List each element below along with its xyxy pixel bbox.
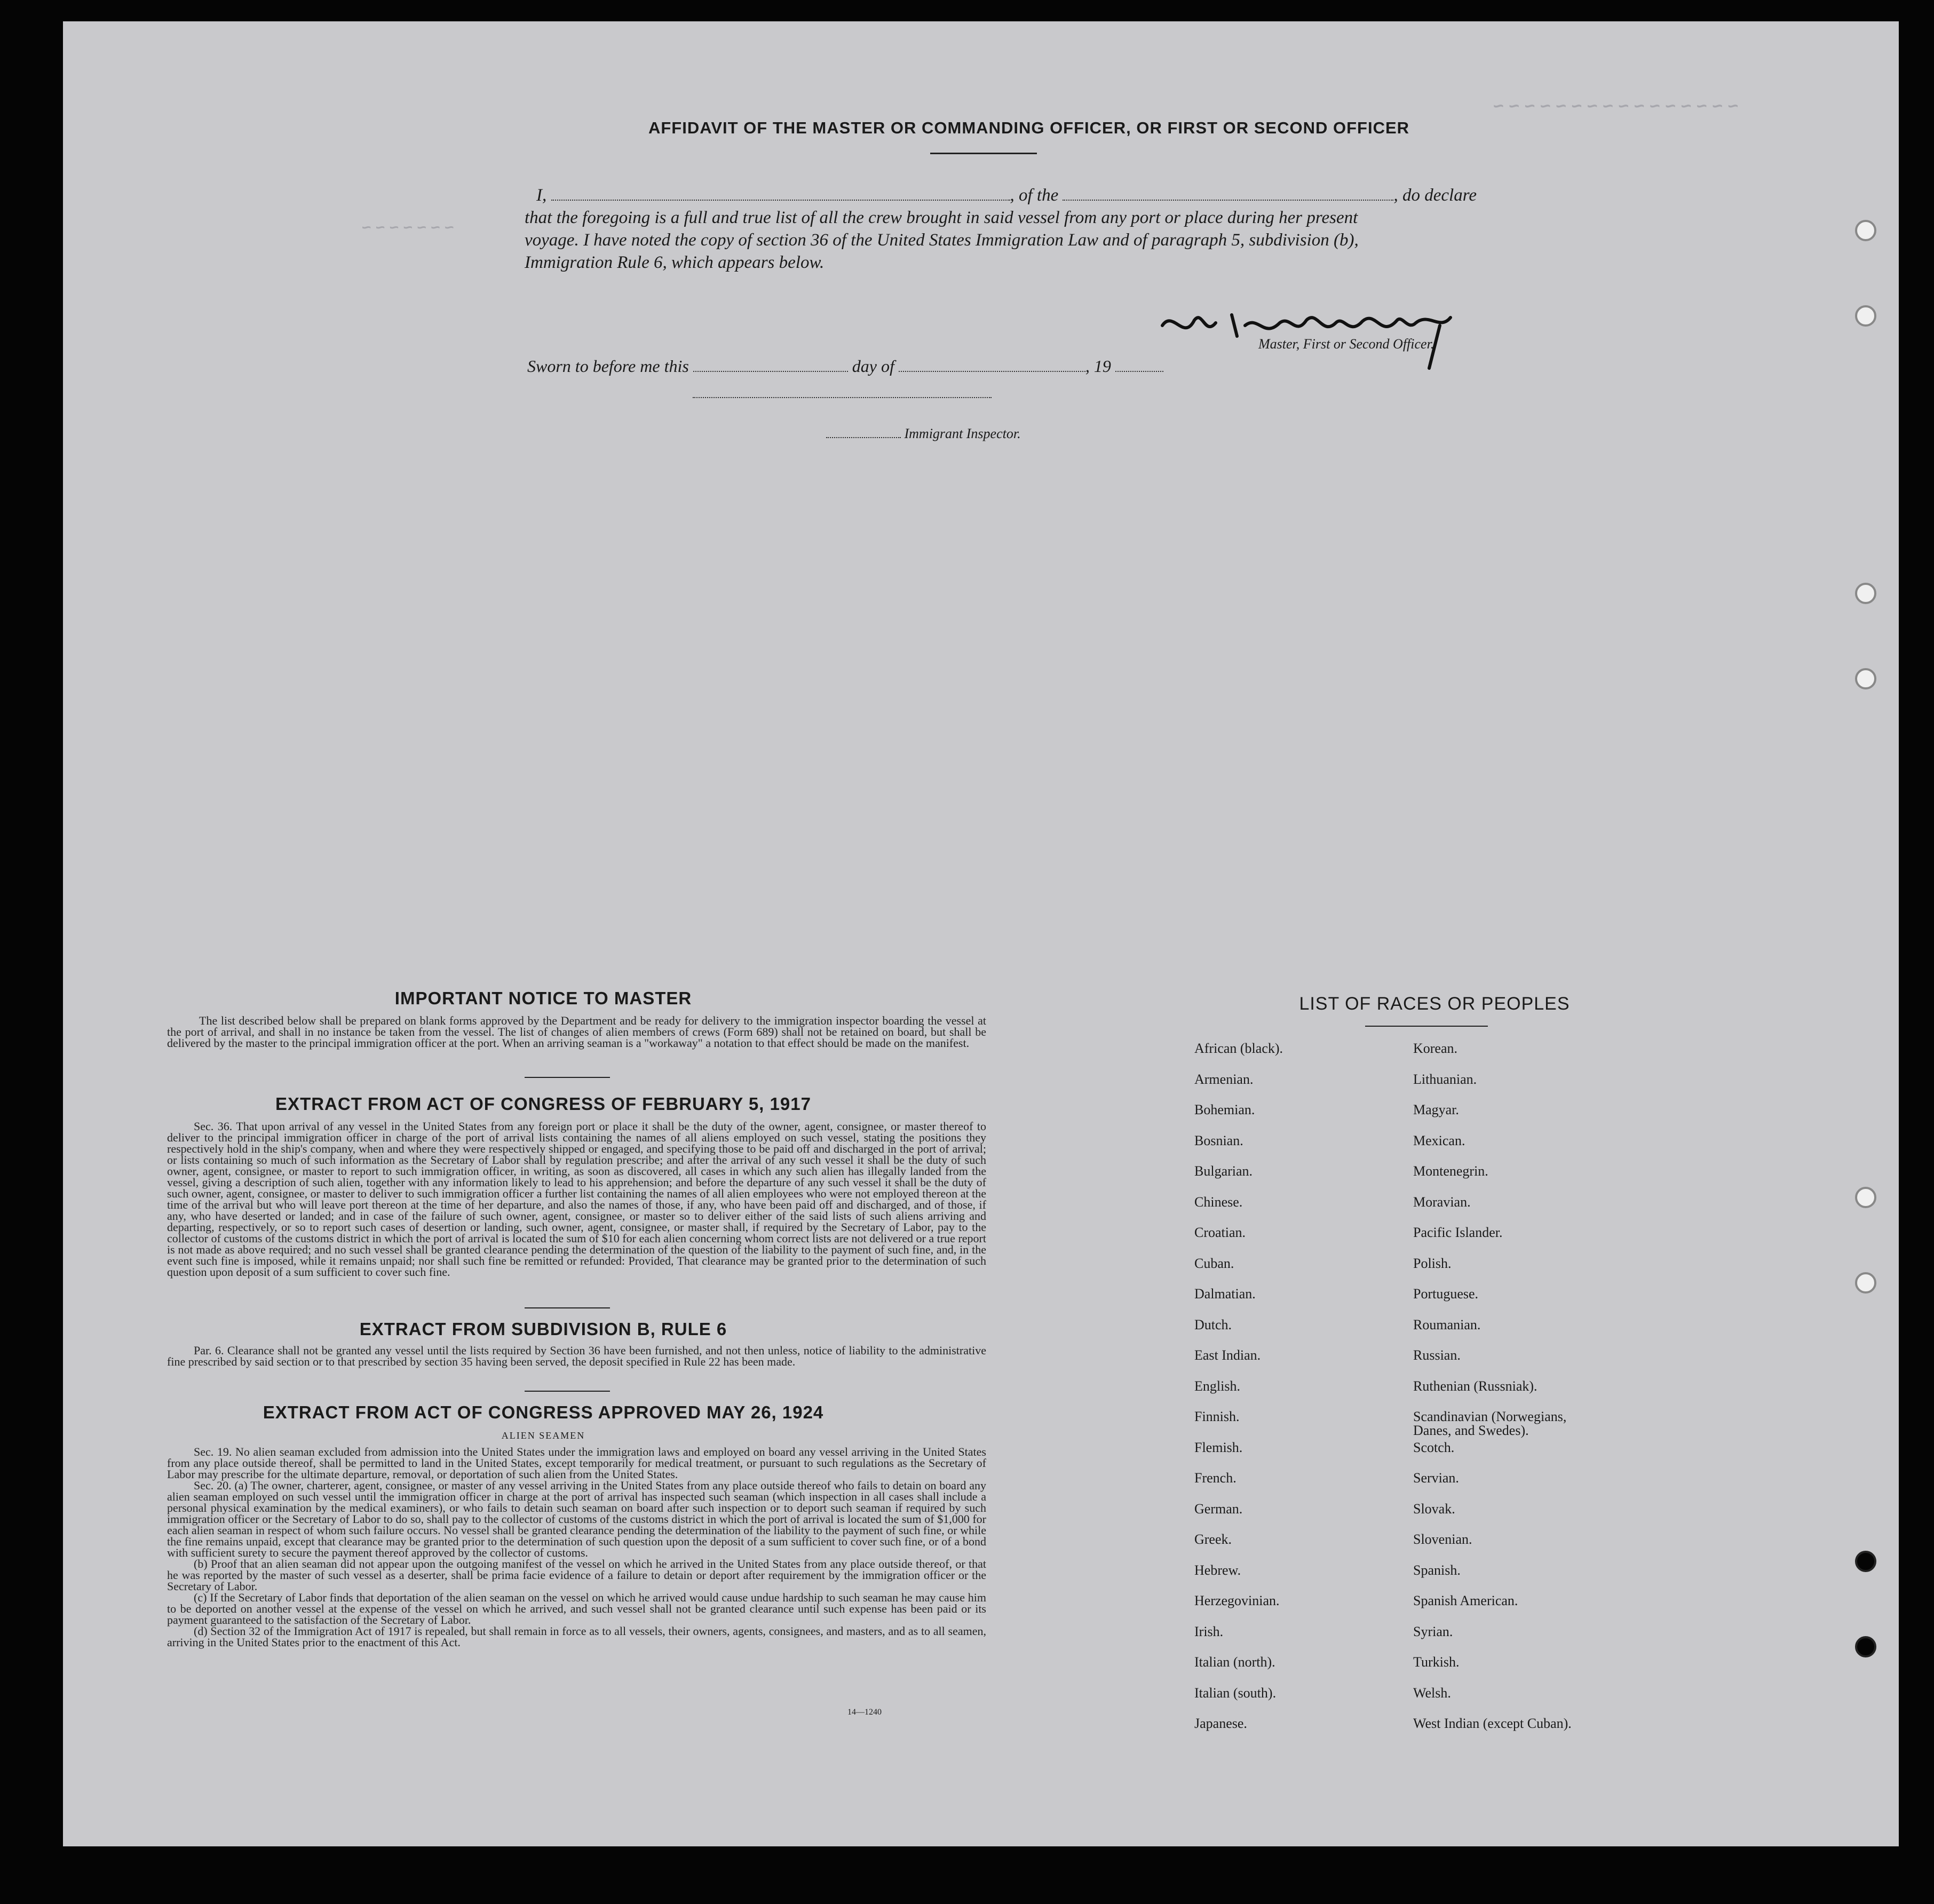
inspector-blank (826, 434, 901, 438)
race-item: Syrian. (1413, 1623, 1453, 1639)
race-item: Italian (south). (1194, 1685, 1277, 1701)
race-item: Hebrew. (1194, 1562, 1241, 1578)
divider (525, 1307, 610, 1308)
sworn-line (527, 356, 1163, 376)
punch-hole-icon (1855, 1272, 1876, 1294)
race-item: Bohemian. (1194, 1102, 1255, 1117)
race-item: Pacific Islander. (1413, 1225, 1503, 1240)
punch-hole-icon (1855, 1551, 1876, 1572)
signature (1152, 293, 1525, 374)
race-item: Polish. (1413, 1255, 1452, 1271)
race-item: West Indian (except Cuban). (1413, 1716, 1572, 1731)
race-item: Slovenian. (1413, 1532, 1472, 1547)
race-item: African (black). (1194, 1041, 1283, 1056)
punch-hole-icon (1855, 1636, 1876, 1657)
race-item: Magyar. (1413, 1102, 1459, 1117)
race-item: Ruthenian (Russniak). (1413, 1378, 1537, 1394)
race-item: Herzegovinian. (1194, 1593, 1280, 1608)
signature-caption: Master, First or Second Officer. (1258, 336, 1434, 352)
paragraph: Sec. 19. No alien seaman excluded from admission into the United States under the immigration laws and employed on board any vessel arriving in the United States from any place outside thereof, shall be permitted to land in the United States, except temporarily for medical treatment, or pursuant to such regulations as the Secretary of Labor may prescribe for the ultimate departure, removal, or deportation of such alien from the United States. (167, 1445, 986, 1481)
year-prefix: , 19 (1085, 356, 1111, 376)
race-item: Dutch. (1194, 1316, 1232, 1332)
punch-hole-icon (1855, 305, 1876, 327)
race-item: Roumanian. (1413, 1316, 1481, 1332)
punch-hole-icon (1855, 1187, 1876, 1208)
punch-hole-icon (1855, 668, 1876, 689)
notice-body: The list described below shall be prepared on blank forms approved by the Department and be ready for delivery to the immigration inspector boarding the vessel at the port of arrival, and shall in no instance be taken from the vessel. The list of changes of alien members of crews (Form 689) shall not be retained on board, but shall be delivered by the master to the principal immigration officer at the port. When an arriving seaman is a "workaway" a notation to that effect should be made on the manifest. (167, 1014, 986, 1050)
extract-1924-body (167, 1446, 986, 1648)
year-blank (1115, 368, 1163, 372)
race-item: East Indian. (1194, 1347, 1261, 1363)
paragraph: Sec. 20. (a) The owner, charterer, agent, consignee, or master of any vessel arriving in the United States from any place outside thereof who fails to detain on board any alien seaman employed on such vessel until the immigration officer in charge at the port of arrival has inspected such seaman (which inspection in all cases shall include a personal physical examination by the medical examiners), or who fails to detain such seaman on board after such inspection or to deport such seaman if required by such immigration officer or the Secretary of Labor to do so, shall pay to the collector of customs of the customs district in which the port of arrival is located the sum of $1,000 for each alien seaman in respect of whom such failure occurs. No vessel shall be granted clearance pending the determination of the liability to the payment of such fine, or while the fine remains unpaid, except that clearance may be granted prior to the determination of such question upon the deposit of a sum sufficient to cover such fine, or of a bond with sufficient surety to secure the payment thereof approved by the collector of customs. (167, 1479, 986, 1559)
affidavit-line-1 (525, 186, 1571, 205)
title-divider (930, 153, 1037, 154)
race-item: Lithuanian. (1413, 1071, 1477, 1087)
affidavit-line-4: Immigration Rule 6, which appears below. (525, 253, 825, 272)
race-item: Bulgarian. (1194, 1163, 1253, 1179)
race-item: Finnish. (1194, 1409, 1240, 1424)
race-item: Croatian. (1194, 1225, 1246, 1240)
rule6-body: Par. 6. Clearance shall not be granted any vessel until the lists required by Section 36 have been furnished, and not then unless, notice of liability to the administrative fine prescribed by said section or to that prescribed by section 35 having been served, the deposit specified in Rule 22 has been made. (167, 1344, 986, 1368)
race-item: French. (1194, 1470, 1237, 1486)
paragraph: (b) Proof that an alien seaman did not appear upon the outgoing manifest of the vessel on which he arrived in the United States from any place outside thereof, or that he was reported by the master of such vessel as a deserter, shall be prima facie evidence of a failure to detain or deport after requirement by the immigration officer or the Secretary of Labor. (167, 1557, 986, 1593)
affidavit-title: AFFIDAVIT OF THE MASTER OR COMMANDING OFFICER, OR FIRST OR SECOND OFFICER (648, 118, 1410, 137)
race-item: Slovak. (1413, 1501, 1455, 1517)
races-title: LIST OF RACES OR PEOPLES (1299, 994, 1570, 1014)
race-item: Portuguese. (1413, 1286, 1479, 1302)
race-item: Montenegrin. (1413, 1163, 1488, 1179)
race-item: English. (1194, 1378, 1240, 1394)
month-blank (899, 368, 1085, 372)
inspector-signature-blank (693, 394, 992, 398)
race-item: Mexican. (1413, 1132, 1465, 1148)
race-item: Russian. (1413, 1347, 1461, 1363)
race-item: Moravian. (1413, 1194, 1471, 1210)
vessel-blank (1063, 196, 1393, 201)
extract-1924-subtitle: ALIEN SEAMEN (501, 1430, 585, 1441)
punch-hole-icon (1855, 220, 1876, 241)
race-item: Flemish. (1194, 1439, 1243, 1455)
form-number: 14—1240 (847, 1708, 882, 1717)
affidavit-do-declare: , do declare (1393, 186, 1477, 205)
inspector-caption: Immigrant Inspector. (904, 426, 1021, 441)
sworn-text: Sworn to before me this (527, 356, 689, 376)
race-item: Welsh. (1413, 1685, 1451, 1701)
race-item: Scotch. (1413, 1439, 1455, 1455)
extract-1924-title: EXTRACT FROM ACT OF CONGRESS APPROVED MAY 26, 1924 (263, 1402, 824, 1422)
affidavit-line-3: voyage. I have noted the copy of section 36 of the United States Immigration Law and of paragraph 5, subdivision (b), (525, 231, 1359, 250)
notice-title: IMPORTANT NOTICE TO MASTER (394, 988, 692, 1008)
affidavit-of-the: , of the (1010, 186, 1059, 205)
race-item: German. (1194, 1501, 1243, 1517)
paragraph: (d) Section 32 of the Immigration Act of 1917 is repealed, but shall remain in force as to all vessels, their owners, agents, consignees, and masters, and as to all seamen, arriving in the United States prior to the enactment of this Act. (167, 1624, 986, 1649)
race-item: Scandinavian (Norwegians, Danes, and Swedes). (1413, 1409, 1567, 1438)
extract-1917-body: Sec. 36. That upon arrival of any vessel in the United States from any foreign port or place it shall be the duty of the owner, agent, consignee, or master thereof to deliver to the principal immigration officer in charge of the port of arrival lists containing the names of all aliens employed on such vessel, stating the positions they respectively hold in the ship's company, when and where they were respectively shipped or engaged, and specifying those to be paid off and discharged in the port of arrival; or lists containing so much of such information as the Secretary of Labor shall by regulation prescribe; and after the arrival of any such vessel it shall be the duty of such owner, agent, consignee, or master to report to such immigration officer, in writing, as soon as discovered, all cases in which any such alien has illegally landed from the vessel, giving a description of such alien, together with any information likely to lead to his apprehension; and before the departure of any such vessel it shall be the duty of such owner, agent, consignee, or master to deliver to such immigration officer a further list containing the names of all alien employees who were not employed thereon at the time of the arrival but who will leave port thereon at the time of her departure, and also the names of those, if any, who have been paid off and discharged, and of those, if any, who have deserted or landed; and in case of the failure of such owner, agent, consignee, or master so to deliver either of the said lists of such aliens arriving and departing, respectively, or so to report such cases of desertion or landing, such owner, agent, consignee, or master shall, if required by the Secretary of Labor, pay to the collector of customs of the customs district in which the port of arrival is located the sum of $10 for each alien concerning whom correct lists are not delivered or a true report is not made as above required; and no such vessel shall be granted clearance pending the determination of the question of the liability to the payment of such fine, and, in the event such fine is imposed, while it remains unpaid; nor shall such fine be remitted or refunded: Provided, That clearance may be granted prior to the determination of such question upon deposit of a sum sufficient to cover such fine. (167, 1120, 986, 1279)
race-item: Spanish American. (1413, 1593, 1518, 1608)
name-blank (551, 196, 1010, 201)
race-item: Armenian. (1194, 1071, 1254, 1087)
race-item: Bosnian. (1194, 1132, 1243, 1148)
race-item: Greek. (1194, 1532, 1232, 1547)
race-item: Chinese. (1194, 1194, 1243, 1210)
race-item: Servian. (1413, 1470, 1459, 1486)
rule6-title: EXTRACT FROM SUBDIVISION B, RULE 6 (359, 1319, 727, 1339)
race-item: Italian (north). (1194, 1654, 1275, 1670)
affidavit-line-2: that the foregoing is a full and true list of all the crew brought in said vessel from any port or place during her present (525, 208, 1358, 227)
punch-hole-icon (1855, 583, 1876, 604)
day-of-text: day of (852, 356, 894, 376)
day-blank (693, 368, 848, 372)
affidavit-i: I, (536, 186, 547, 205)
race-item: Turkish. (1413, 1654, 1460, 1670)
race-item: Japanese. (1194, 1716, 1247, 1731)
bleed-through-text: ~ ~ ~ ~ ~ ~ ~ ~ ~ ~ ~ ~ ~ ~ ~ ~ (1493, 96, 1739, 116)
race-item: Korean. (1413, 1041, 1458, 1056)
extract-1917-title: EXTRACT FROM ACT OF CONGRESS OF FEBRUARY 5, 1917 (275, 1094, 811, 1114)
inspector-caption-row (826, 426, 1021, 442)
race-item: Spanish. (1413, 1562, 1461, 1578)
race-item: Irish. (1194, 1623, 1224, 1639)
divider (1365, 1026, 1488, 1027)
race-item: Cuban. (1194, 1255, 1234, 1271)
divider (525, 1077, 610, 1078)
divider (525, 1391, 610, 1392)
paragraph: (c) If the Secretary of Labor finds that deportation of the alien seaman on the vessel on which he arrived would cause undue hardship to such seaman he may cause him to be deported on another vessel at the expense of the vessel on which he arrived, and such vessel shall not be granted clearance until such expense has been paid or its payment guaranteed to the satisfaction of the Secretary of Labor. (167, 1591, 986, 1627)
race-item: Dalmatian. (1194, 1286, 1256, 1302)
bleed-through-text: ~ ~ ~ ~ ~ ~ ~ (362, 219, 454, 236)
document-page (63, 21, 1899, 1846)
